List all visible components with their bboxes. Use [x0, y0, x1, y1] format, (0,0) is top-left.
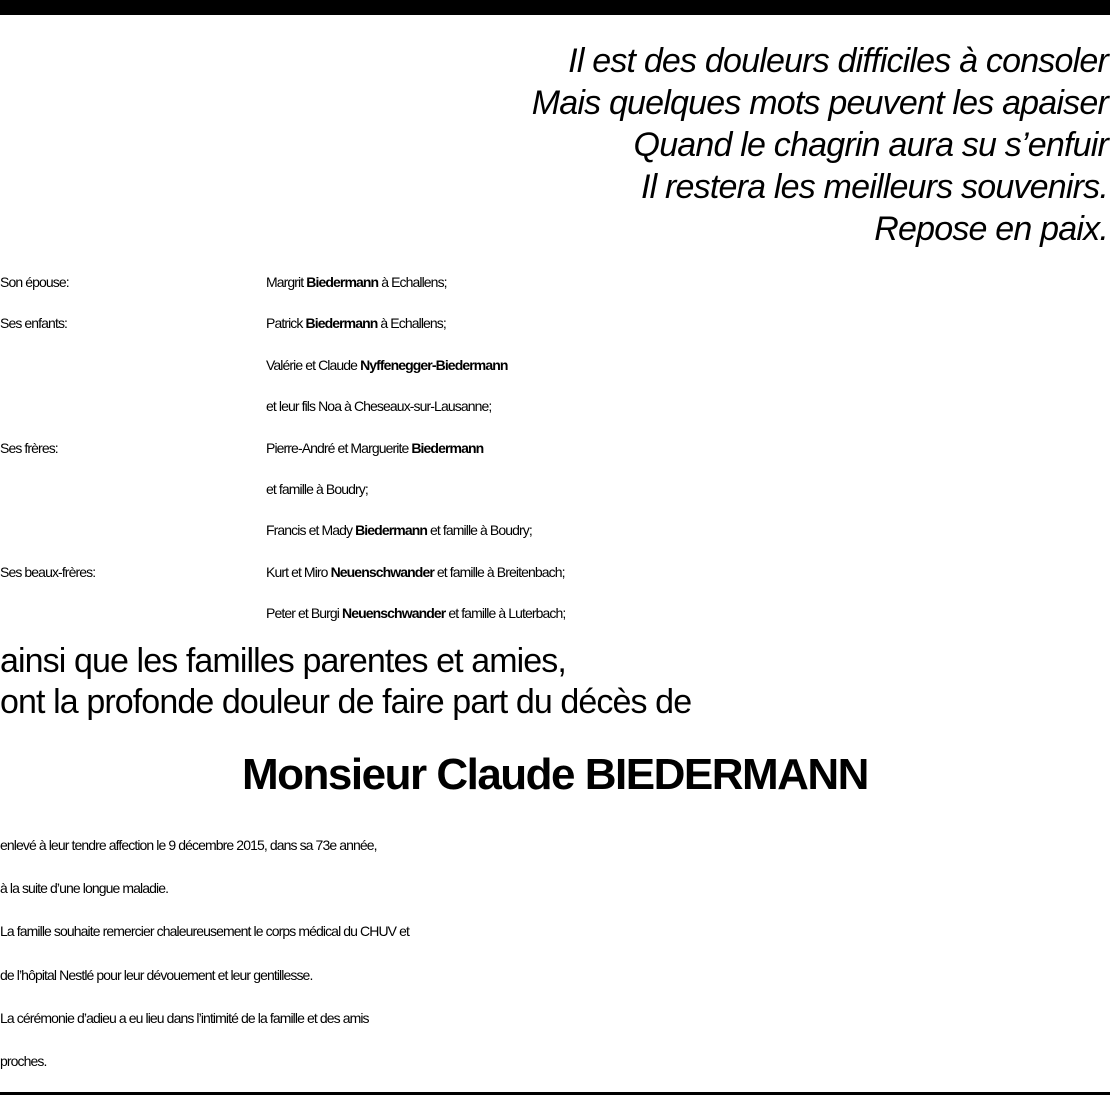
family-label: Ses frères: [0, 439, 58, 456]
family-label: Ses beaux-frères: [0, 563, 96, 580]
family-value: et leur fils Noa à Cheseaux-sur-Lausanne; [266, 398, 492, 415]
first-name: Valérie et Claude [266, 356, 358, 373]
deceased-name-heading: Monsieur Claude BIEDERMANN [242, 750, 868, 799]
family-value [266, 552, 1110, 593]
poem-line: Repose en paix. [874, 210, 1108, 248]
obituary-body [0, 824, 1110, 1083]
family-value [266, 262, 1110, 303]
body-line: enlevé à leur tendre affection le 9 décembre 2015, dans sa 73e année, [0, 837, 377, 853]
body-line: La cérémonie d’adieu a eu lieu dans l’intimité de la famille et des amis [0, 1009, 369, 1026]
family-value: et famille à Boudry; [266, 481, 368, 498]
poem-line: Quand le chagrin aura su s’enfuir [633, 126, 1108, 164]
first-name: Francis et Mady [266, 522, 353, 539]
announcement-line: ont la profonde douleur de faire part du décès de [0, 683, 692, 721]
last-name: Biedermann [411, 439, 484, 456]
family-row-children-cont [0, 386, 1110, 427]
last-name: Biedermann [306, 274, 379, 290]
first-name: Kurt et Miro [266, 563, 328, 580]
body-line: La famille souhaite remercier chaleureusement le corps médical du CHUV et [0, 923, 409, 940]
last-name: Biedermann [305, 315, 378, 332]
body-line: proches. [0, 1053, 47, 1070]
family-row-brothers-cont [0, 510, 1110, 551]
last-name: Nyffenegger-Biedermann [360, 356, 508, 373]
family-row-children [0, 303, 1110, 344]
family-value [266, 428, 1110, 469]
last-name: Biedermann [355, 522, 428, 539]
bottom-border-rule [0, 1092, 1110, 1095]
family-row-brothers-cont [0, 469, 1110, 510]
family-row-brothers [0, 428, 1110, 469]
place: et famille à Breitenbach; [436, 563, 565, 580]
last-name: Neuenschwander [330, 563, 434, 580]
first-name: Pierre-André et Marguerite [266, 439, 409, 456]
place: à Echallens; [381, 274, 447, 290]
poem-line: Mais quelques mots peuvent les apaiser [531, 84, 1108, 122]
place: et famille à Luterbach; [448, 605, 566, 622]
family-label: Son épouse: [0, 274, 69, 290]
first-name: Peter et Burgi [266, 605, 339, 622]
poem-line: Il restera les meilleurs souvenirs. [640, 168, 1108, 206]
last-name: Neuenschwander [342, 605, 446, 622]
family-row-inlaws [0, 552, 1110, 593]
poem-line: Il est des douleurs difficiles à consoler [568, 42, 1108, 80]
place: à Echallens; [380, 315, 446, 332]
first-name: Margrit [266, 274, 304, 290]
family-list [0, 262, 1110, 635]
family-value [266, 593, 1110, 634]
body-line: à la suite d’une longue maladie. [0, 880, 169, 897]
announcement-line: ainsi que les familles parentes et amies, [0, 642, 566, 680]
family-value [266, 345, 1110, 386]
place: et famille à Boudry; [430, 522, 532, 539]
family-value [266, 303, 1110, 344]
family-row-spouse [0, 262, 1110, 303]
first-name: Patrick [266, 315, 303, 332]
poem-block [532, 40, 1108, 250]
family-row-inlaws-cont [0, 593, 1110, 634]
family-label: Ses enfants: [0, 315, 68, 332]
family-value [266, 510, 1110, 551]
body-line: de l’hôpital Nestlé pour leur dévouement et leur gentillesse. [0, 966, 313, 983]
family-row-children-cont [0, 345, 1110, 386]
top-border-rule [0, 0, 1110, 15]
